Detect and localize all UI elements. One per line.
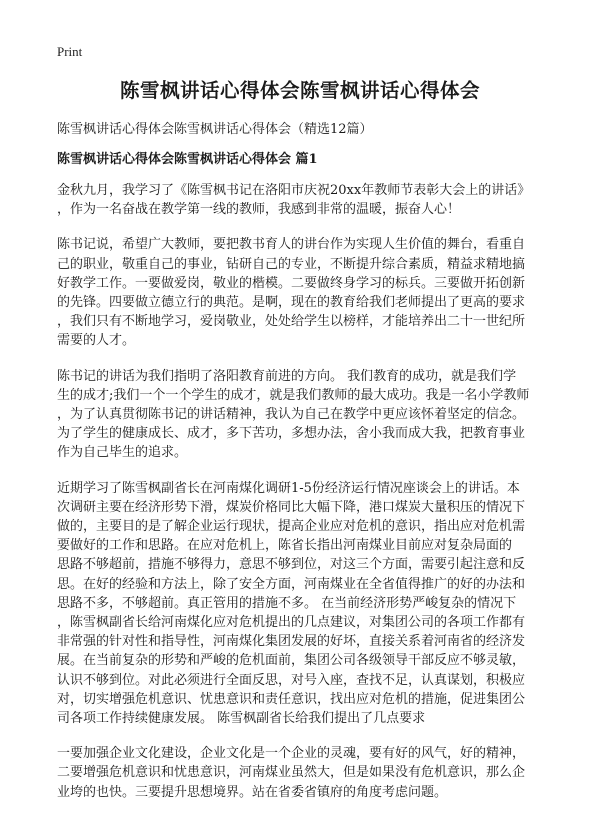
text-line: 次调研主要在经济形势下滑，煤炭价格同比大幅下降，港口煤炭大量积压的情况下 bbox=[57, 499, 526, 515]
paragraph bbox=[57, 367, 549, 463]
paragraph bbox=[57, 181, 549, 219]
text-line: ，为了认真贯彻陈书记的讲话精神，我认为自己在教学中更应该怀着坚定的信念。 bbox=[57, 407, 526, 423]
text-line: 对，切实增强危机意识、忧患意识和责任意识，找出应对危机的措施，促进集团公 bbox=[57, 691, 526, 707]
text-line: 需要的人才。 bbox=[57, 333, 136, 349]
text-line: 司各项工作持续健康发展。 陈雪枫副省长给我们提出了几点要求 bbox=[57, 711, 426, 727]
text-line: 好教学工作。一要做爱岗，敬业的楷模。二要做终身学习的标兵。三要做开拓创新 bbox=[57, 275, 526, 291]
page-title: 陈雪枫讲话心得体会陈雪枫讲话心得体会 bbox=[119, 79, 480, 102]
text-line: 生的成才;我们一个一个学生的成才，就是我们教师的最大成功。我是一名小学教师 bbox=[57, 387, 530, 403]
text-line: 的先锋。四要做立德立行的典范。是啊，现在的教育给我们老师提出了更高的要求 bbox=[57, 295, 526, 311]
subtitle: 陈雪枫讲话心得体会陈雪枫讲话心得体会（精选12篇） bbox=[57, 122, 373, 137]
paragraph bbox=[57, 235, 549, 350]
text-line: 二要增强危机意识和忧患意识，河南煤业虽然大，但是如果没有危机意识，那么企 bbox=[57, 765, 526, 781]
section-heading: 陈雪枫讲话心得体会陈雪枫讲话心得体会 篇1 bbox=[57, 152, 318, 167]
text-line: 金秋九月，我学习了《陈雪枫书记在洛阳市庆祝20xx年教师节表彰大会上的讲话》 bbox=[57, 183, 531, 198]
print-label[interactable]: Print bbox=[57, 44, 83, 59]
text-line: 做的，主要目的是了解企业运行现状，提高企业应对危机的意识，指出应对危机需 bbox=[57, 519, 526, 535]
text-line: ，陈雪枫副省长给河南煤化应对危机提出的几点建议，对集团公司的各项工作都有 bbox=[57, 615, 526, 631]
text-line: 思路不够超前，措施不够得力，意思不够到位，对这三个方面，需要引起注意和反 bbox=[57, 557, 526, 573]
paragraph bbox=[57, 744, 549, 802]
text-line: 思。在好的经验和方法上，除了安全方面，河南煤业在全省值得推广的好的办法和 bbox=[57, 576, 526, 592]
text-line: 思路不多，不够超前。真正管用的措施不多。 在当前经济形势严峻复杂的情况下 bbox=[57, 595, 517, 611]
text-line: 作为自己毕生的追求。 bbox=[57, 445, 188, 461]
text-line: 陈书记说，希望广大教师，要把教书育人的讲台作为实现人生价值的舞台，看重自 bbox=[57, 237, 526, 253]
text-line: 认识不够到位。对此必须进行全面反思，对号入座，查找不足，认真谋划，积极应 bbox=[57, 672, 526, 688]
text-line: ，我们只有不断地学习，爱岗敬业，处处给学生以榜样，才能培养出二十一世纪所 bbox=[57, 314, 526, 330]
text-line: 己的职业，敬重自己的事业，钻研自己的专业，不断提升综合素质，精益求精地搞 bbox=[57, 256, 526, 272]
text-line: ，作为一名奋战在教学第一线的教师，我感到非常的温暖，振奋人心！ bbox=[57, 202, 461, 218]
text-line: 一要加强企业文化建设，企业文化是一个企业的灵魂，要有好的风气，好的精神， bbox=[57, 746, 526, 762]
text-line: 为了学生的健康成长、成才，多下苦功，多想办法，舍小我而成大我，把教育事业 bbox=[57, 426, 526, 442]
text-line: 展。在当前复杂的形势和严峻的危机面前，集团公司各级领导干部反应不够灵敏， bbox=[57, 653, 526, 669]
text-line: 业垮的也快。三要提升思想境界。站在省委省镇府的角度考虑问题。 bbox=[57, 784, 448, 800]
article-body bbox=[57, 181, 549, 818]
text-line: 要做好的工作和思路。在应对危机上，陈省长指出河南煤业目前应对复杂局面的 bbox=[57, 538, 513, 554]
paragraph bbox=[57, 479, 549, 729]
text-line: 陈书记的讲话为我们指明了洛阳教育前进的方向。 我们教育的成功，就是我们学 bbox=[57, 368, 517, 384]
text-line: 非常强的针对性和指导性，河南煤化集团发展的好坏，直接关系着河南省的经济发 bbox=[57, 634, 526, 650]
text-line: 近期学习了陈雪枫副省长在河南煤化调研1-5份经济运行情况座谈会上的讲话。本 bbox=[57, 480, 520, 496]
